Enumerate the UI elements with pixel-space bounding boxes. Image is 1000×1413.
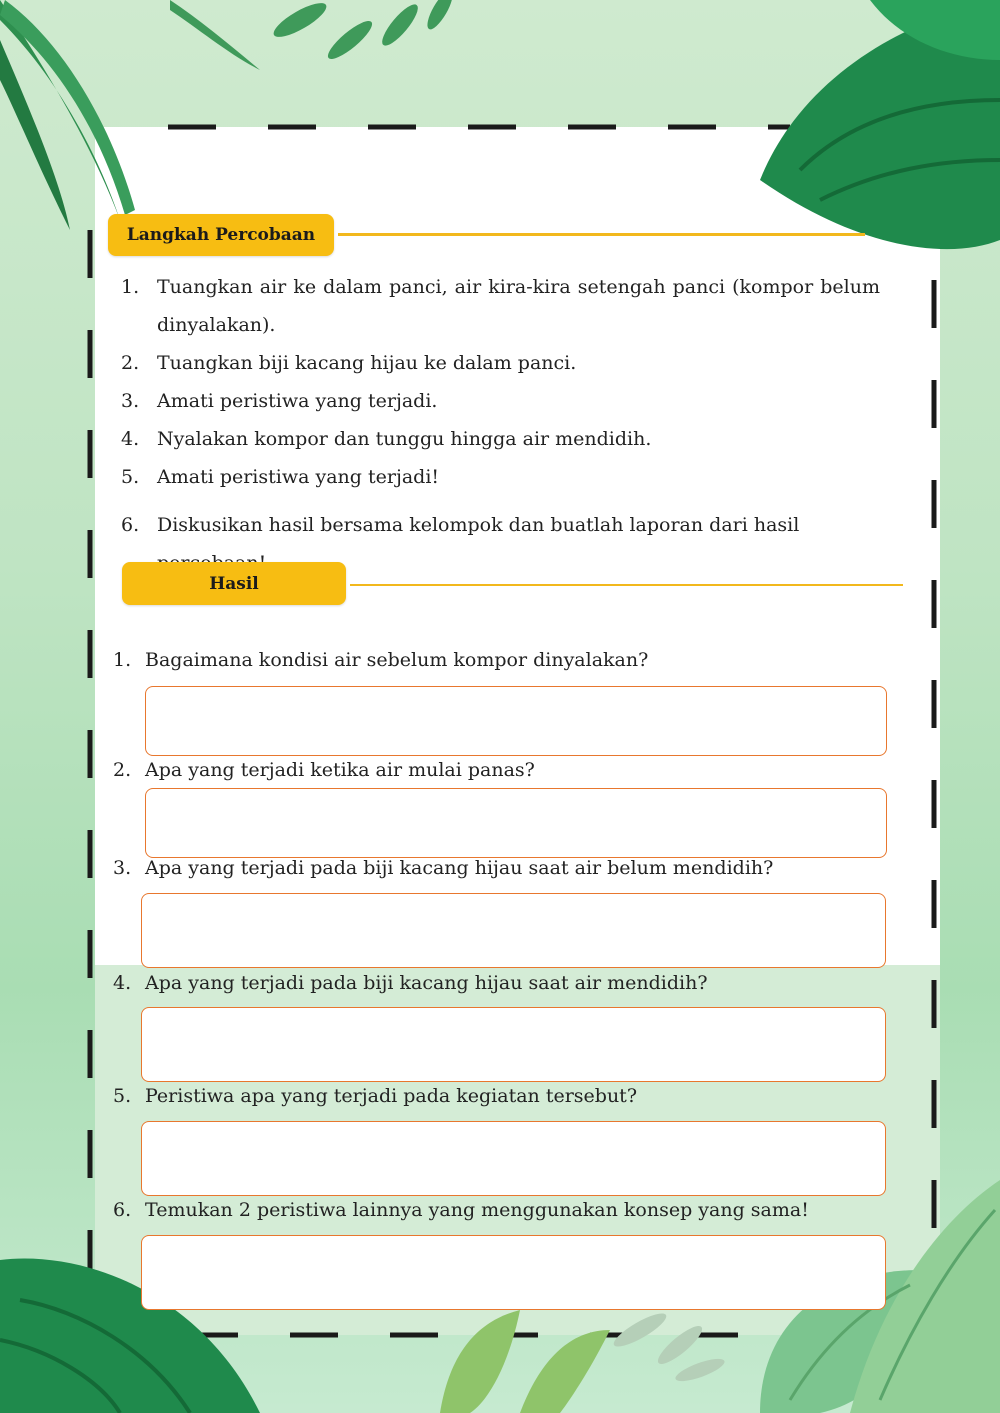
answer-box-2[interactable] bbox=[145, 788, 887, 858]
step-item: 5. Amati peristiwa yang terjadi! bbox=[121, 466, 440, 488]
step-item: 6. Diskusikan hasil bersama kelompok dan buatlah laporan dari hasil bbox=[121, 514, 800, 536]
question-6: 6. Temukan 2 peristiwa lainnya yang menggunakan konsep yang sama! bbox=[113, 1199, 809, 1221]
steps-section-title: Langkah Percobaan bbox=[126, 225, 316, 245]
results-section-tab bbox=[122, 562, 346, 605]
fern-top-left bbox=[0, 0, 135, 230]
results-section-title: Hasil bbox=[209, 573, 259, 594]
answer-box-5[interactable] bbox=[141, 1121, 886, 1196]
step-item: 2. Tuangkan biji kacang hijau ke dalam panci. bbox=[121, 352, 577, 374]
question-3: 3. Apa yang terjadi pada biji kacang hijau saat air belum mendidih? bbox=[113, 857, 774, 879]
results-section-rule bbox=[350, 584, 903, 586]
steps-section-tab bbox=[108, 214, 334, 256]
monstera-top-right bbox=[760, 0, 1000, 249]
answer-box-4[interactable] bbox=[141, 1007, 886, 1082]
step-item: 1. Tuangkan air ke dalam panci, air kira-kira setengah panci (kompor belum dinyalakan). bbox=[121, 276, 880, 336]
question-4: 4. Apa yang terjadi pada biji kacang hijau saat air mendidih? bbox=[113, 972, 708, 994]
step-item: 3. Amati peristiwa yang terjadi. bbox=[121, 390, 438, 412]
step-item: 4. Nyalakan kompor dan tunggu hingga air mendidih. bbox=[121, 428, 652, 450]
question-5: 5. Peristiwa apa yang terjadi pada kegiatan tersebut? bbox=[113, 1085, 638, 1107]
question-1: 1. Bagaimana kondisi air sebelum kompor dinyalakan? bbox=[113, 649, 649, 671]
steps-section-rule bbox=[338, 233, 865, 236]
steps-list bbox=[115, 268, 880, 582]
answer-box-6[interactable] bbox=[141, 1235, 886, 1310]
answer-box-3[interactable] bbox=[141, 893, 886, 968]
answer-box-1[interactable] bbox=[145, 686, 887, 756]
question-2: 2. Apa yang terjadi ketika air mulai panas? bbox=[113, 759, 535, 781]
